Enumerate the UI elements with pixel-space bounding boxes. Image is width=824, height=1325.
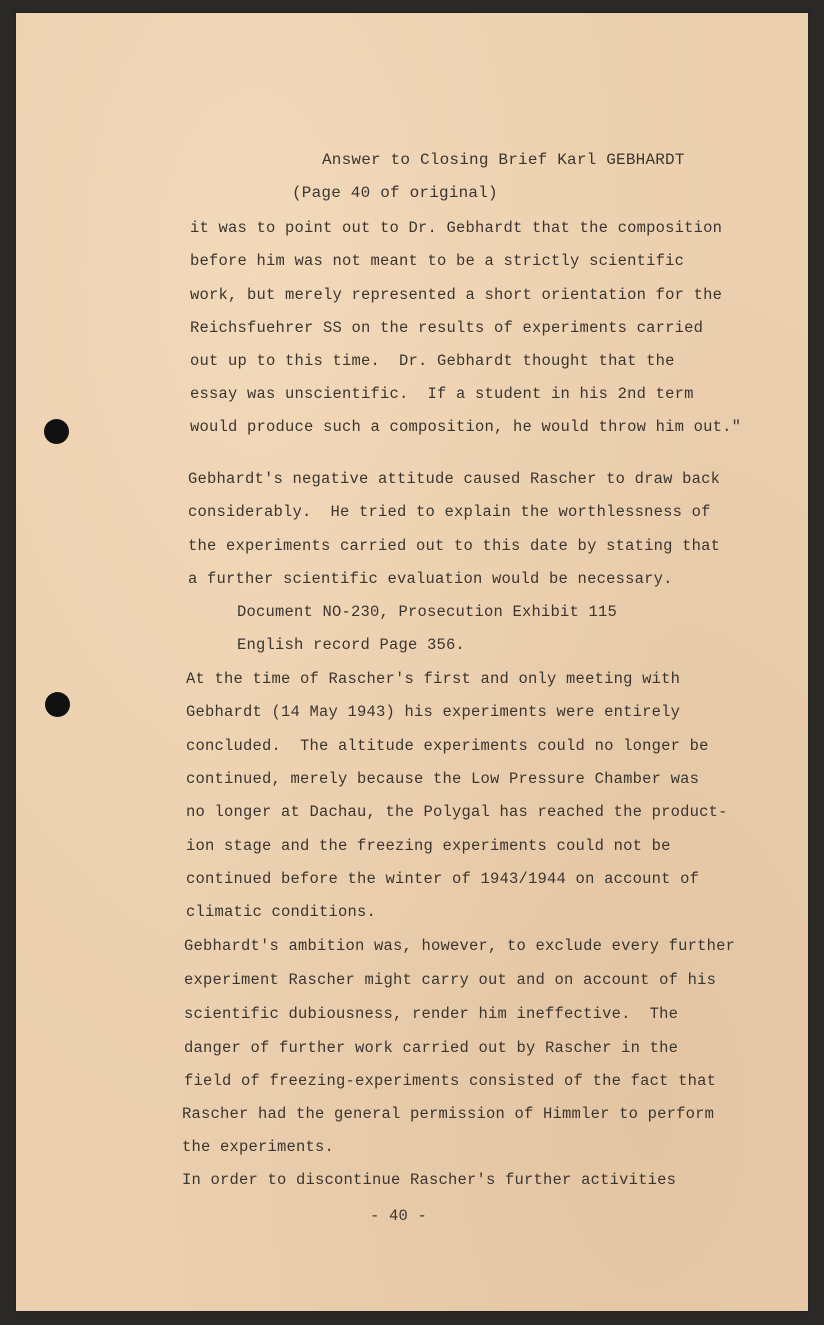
text-line: considerably. He tried to explain the worthlessness of: [188, 503, 711, 521]
text-line: would produce such a composition, he would throw him out.": [190, 418, 742, 436]
text-line: experiment Rascher might carry out and on account of his: [184, 971, 717, 989]
text-line: before him was not meant to be a strictly scientific: [190, 252, 685, 270]
text-line: the experiments.: [182, 1138, 335, 1156]
text-line: continued, merely because the Low Pressure Chamber was: [186, 770, 700, 788]
text-line: a further scientific evaluation would be necessary.: [188, 570, 673, 588]
text-line: Rascher had the general permission of Himmler to perform: [182, 1105, 715, 1123]
text-line: out up to this time. Dr. Gebhardt thought that the: [190, 352, 675, 370]
text-line: danger of further work carried out by Rascher in the: [184, 1039, 679, 1057]
text-line: Gebhardt's ambition was, however, to exclude every further: [184, 937, 736, 955]
citation-line: Document NO-230, Prosecution Exhibit 115: [237, 603, 618, 621]
text-line: essay was unscientific. If a student in his 2nd term: [190, 385, 694, 403]
document-heading: Answer to Closing Brief Karl GEBHARDT: [322, 151, 685, 169]
document-subheading: (Page 40 of original): [292, 184, 498, 202]
text-line: continued before the winter of 1943/1944 on account of: [186, 870, 700, 888]
text-line: Reichsfuehrer SS on the results of experiments carried: [190, 319, 704, 337]
text-line: Gebhardt (14 May 1943) his experiments were entirely: [186, 703, 681, 721]
text-line: climatic conditions.: [186, 903, 377, 921]
text-line: the experiments carried out to this date by stating that: [188, 537, 721, 555]
text-line: concluded. The altitude experiments could no longer be: [186, 737, 709, 755]
text-line: field of freezing-experiments consisted of the fact that: [184, 1072, 717, 1090]
text-line: no longer at Dachau, the Polygal has reached the product-: [186, 803, 728, 821]
text-line: ion stage and the freezing experiments could not be: [186, 837, 671, 855]
text-line: In order to discontinue Rascher's further activities: [182, 1171, 677, 1189]
page-number: - 40 -: [370, 1207, 428, 1225]
text-line: At the time of Rascher's first and only meeting with: [186, 670, 681, 688]
text-line: it was to point out to Dr. Gebhardt that the composition: [190, 219, 723, 237]
text-line: scientific dubiousness, render him ineffective. The: [184, 1005, 679, 1023]
text-line: work, but merely represented a short orientation for the: [190, 286, 723, 304]
citation-line: English record Page 356.: [237, 636, 466, 654]
punch-hole-bottom: [45, 692, 70, 717]
punch-hole-top: [44, 419, 69, 444]
text-line: Gebhardt's negative attitude caused Rascher to draw back: [188, 470, 721, 488]
